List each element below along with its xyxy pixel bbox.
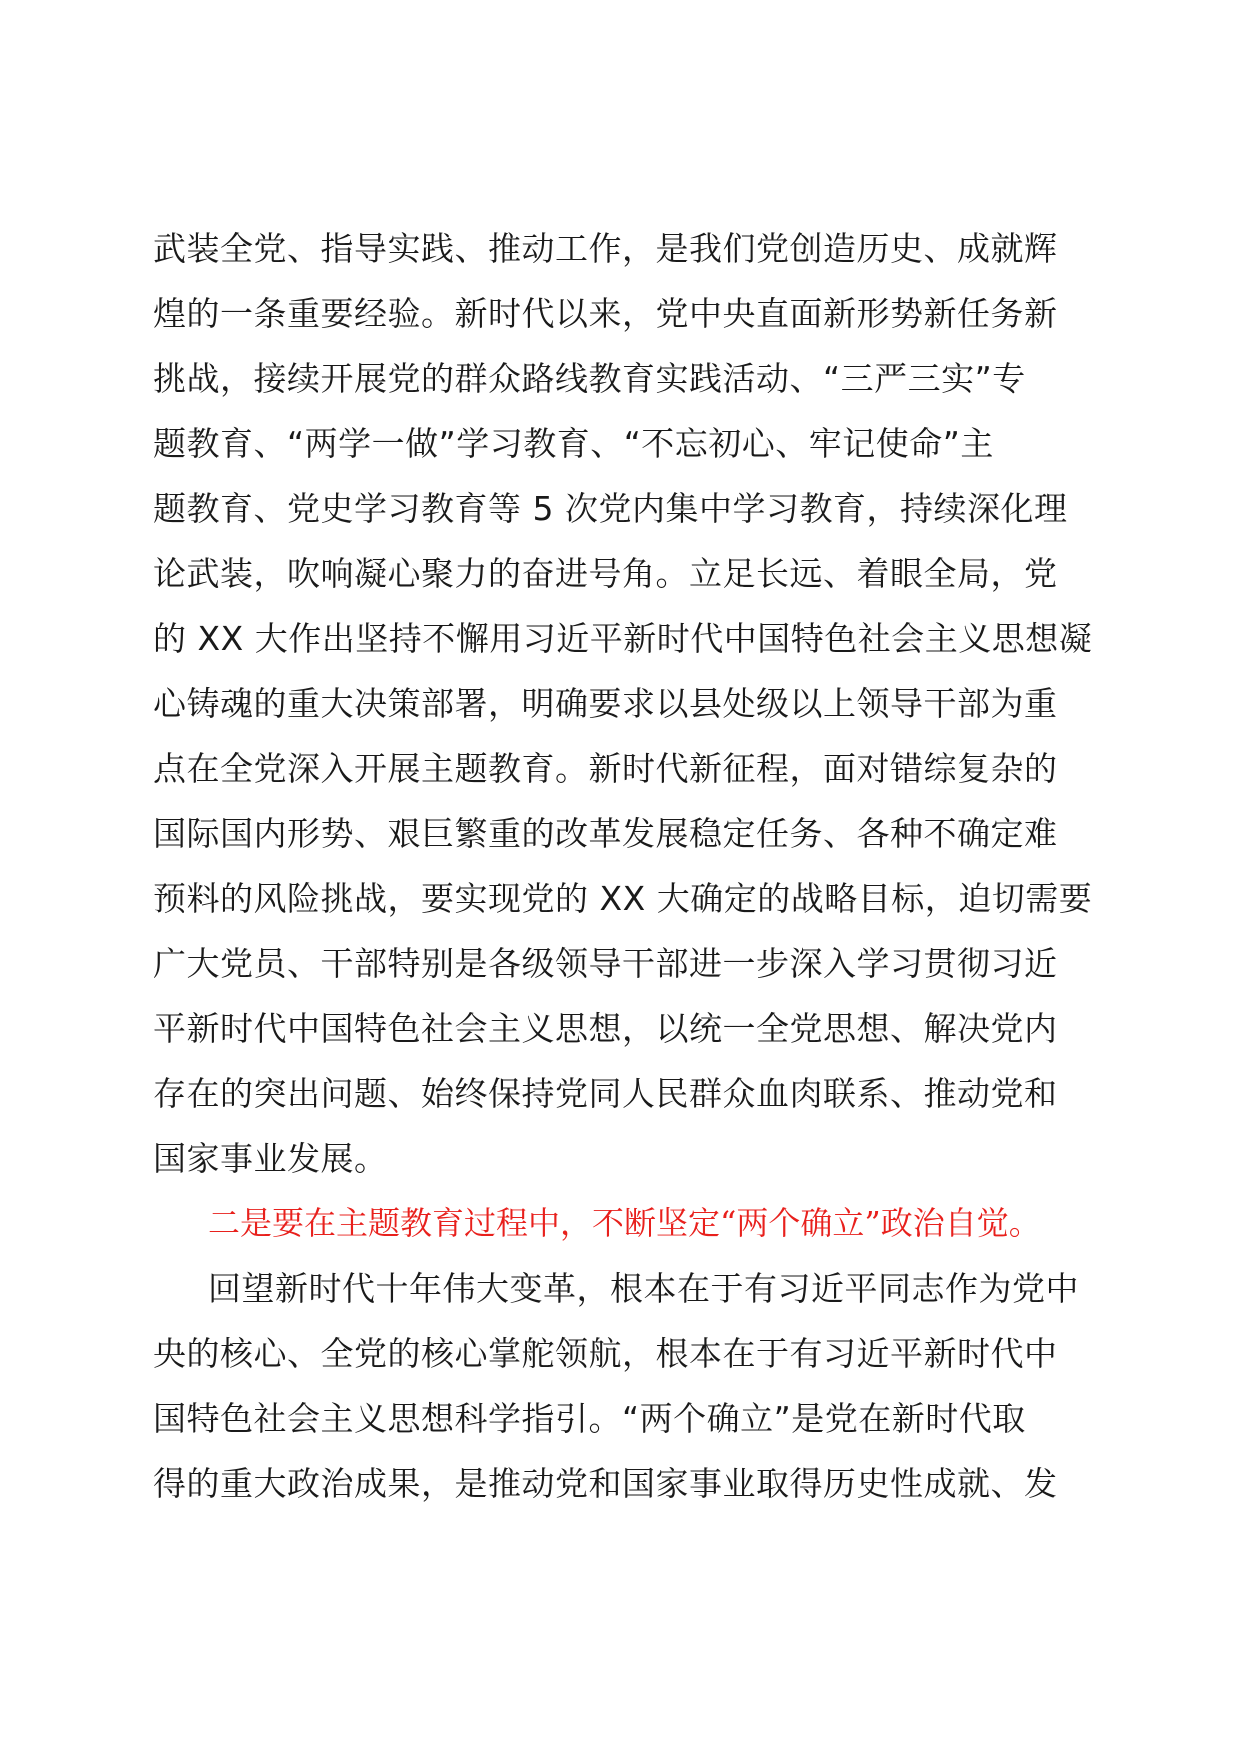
text-line: 心铸魂的重大决策部署，明确要求以县处级以上领导干部为重 bbox=[153, 684, 1058, 723]
text-line: 题教育、党史学习教育等 5 次党内集中学习教育，持续深化理 bbox=[153, 489, 1068, 528]
text-line: 武装全党、指导实践、推动工作，是我们党创造历史、成就辉 bbox=[153, 229, 1058, 268]
text-line: 央的核心、全党的核心掌舵领航，根本在于有习近平新时代中 bbox=[153, 1334, 1058, 1373]
text-line: 国特色社会主义思想科学指引。“两个确立”是党在新时代取 bbox=[153, 1399, 1026, 1438]
text-line: 的 XX 大作出坚持不懈用习近平新时代中国特色社会主义思想凝 bbox=[153, 619, 1093, 658]
section-heading: 二是要在主题教育过程中，不断坚定“两个确立”政治自觉。 bbox=[208, 1204, 1041, 1242]
text-line: 回望新时代十年伟大变革，根本在于有习近平同志作为党中 bbox=[208, 1269, 1079, 1308]
text-line: 平新时代中国特色社会主义思想，以统一全党思想、解决党内 bbox=[153, 1009, 1058, 1048]
paragraph-1 bbox=[153, 216, 1097, 1191]
text-line: 国际国内形势、艰巨繁重的改革发展稳定任务、各种不确定难 bbox=[153, 814, 1058, 853]
text-line: 论武装，吹响凝心聚力的奋进号角。立足长远、着眼全局，党 bbox=[153, 554, 1058, 593]
text-line: 存在的突出问题、始终保持党同人民群众血肉联系、推动党和 bbox=[153, 1074, 1058, 1113]
text-line: 预料的风险挑战，要实现党的 XX 大确定的战略目标，迫切需要 bbox=[153, 879, 1093, 918]
text-line: 点在全党深入开展主题教育。新时代新征程，面对错综复杂的 bbox=[153, 749, 1058, 788]
text-line: 得的重大政治成果，是推动党和国家事业取得历史性成就、发 bbox=[153, 1464, 1058, 1503]
paragraph-2 bbox=[153, 1256, 1097, 1516]
document-body bbox=[153, 216, 1097, 1516]
text-line: 广大党员、干部特别是各级领导干部进一步深入学习贯彻习近 bbox=[153, 944, 1058, 983]
text-line: 国家事业发展。 bbox=[153, 1139, 388, 1178]
text-line: 题教育、“两学一做”学习教育、“不忘初心、牢记使命”主 bbox=[153, 424, 994, 463]
text-line: 挑战，接续开展党的群众路线教育实践活动、“三严三实”专 bbox=[153, 359, 1026, 398]
text-line: 煌的一条重要经验。新时代以来，党中央直面新形势新任务新 bbox=[153, 294, 1058, 333]
